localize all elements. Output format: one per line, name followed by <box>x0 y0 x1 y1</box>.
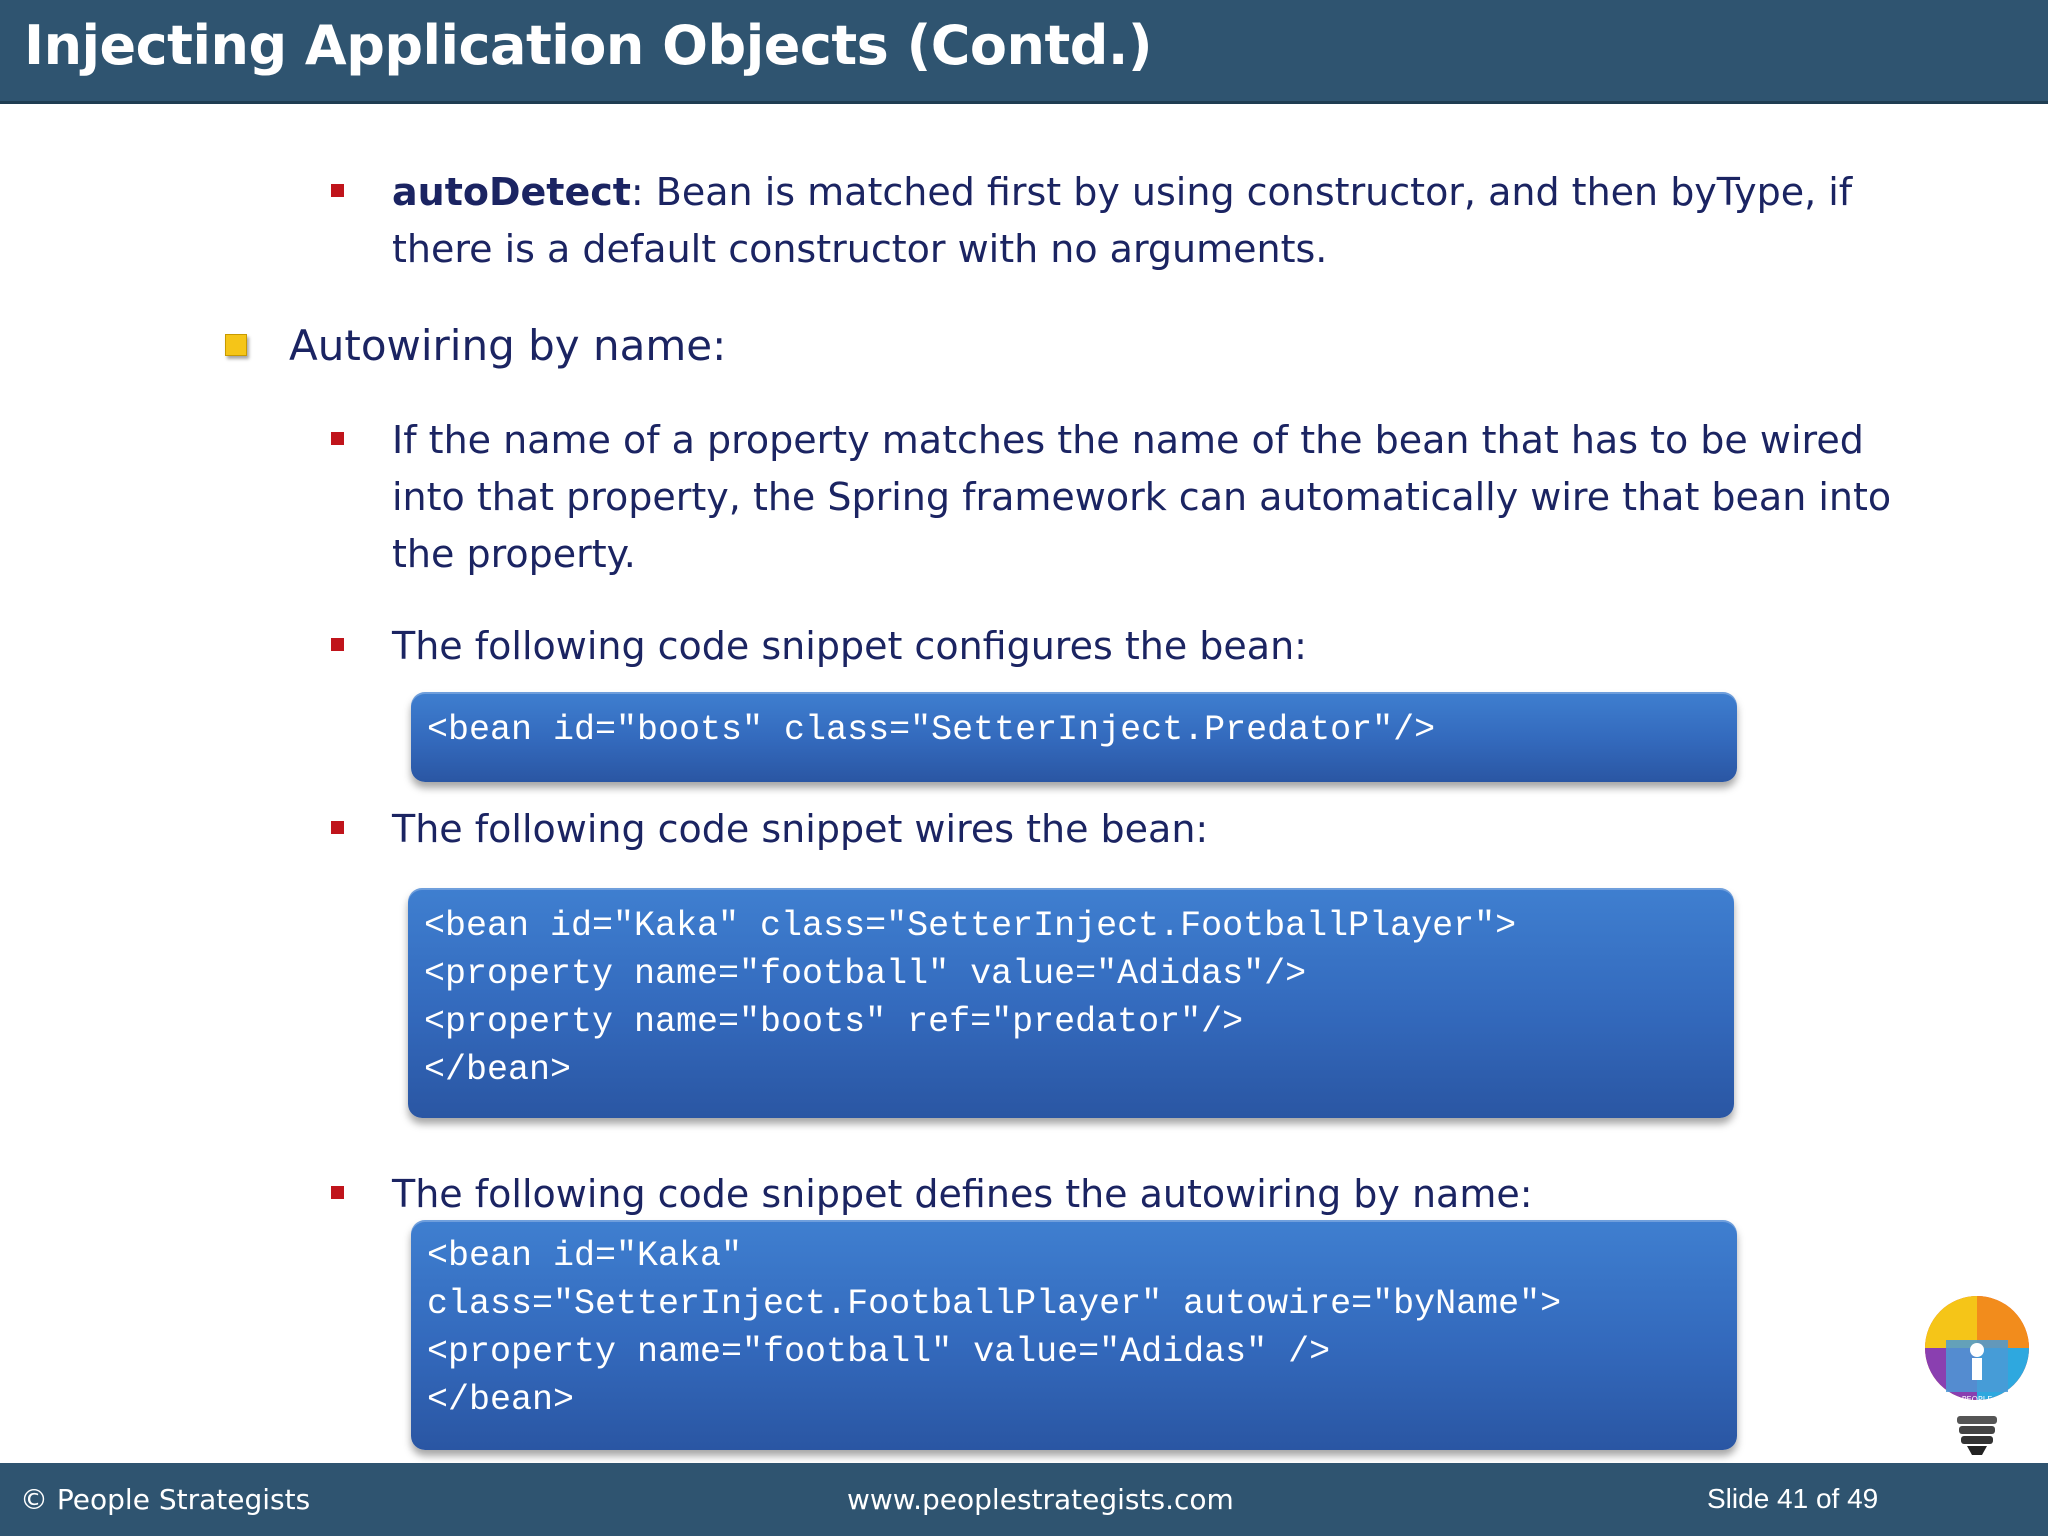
defines-label: The following code snippet defines the autowiring by name: <box>392 1172 1533 1216</box>
configures-label: The following code snippet configures the bean: <box>392 624 1307 668</box>
sub-bullet-marker <box>331 1186 344 1199</box>
code-line: </bean> <box>427 1380 575 1420</box>
code-block-wire <box>408 888 1734 1118</box>
sub-bullet-marker <box>331 184 344 197</box>
autodetect-text-line2: there is a default constructor with no arguments. <box>392 227 1328 271</box>
code-line: class="SetterInject.FootballPlayer" autowire="byName"> <box>427 1284 1562 1324</box>
byname-desc-line1: If the name of a property matches the name of the bean that has to be wired <box>392 418 1864 462</box>
footer-website: www.peoplestrategists.com <box>847 1483 1234 1516</box>
autodetect-description: : Bean is matched first by using constructor, and then byType, if <box>630 170 1853 214</box>
code-line: <property name="boots" ref="predator"/> <box>424 1002 1244 1042</box>
byname-desc-line2: into that property, the Spring framework can automatically wire that bean into <box>392 475 1892 519</box>
code-line: <bean id="Kaka" class="SetterInject.FootballPlayer"> <box>424 906 1517 946</box>
wires-label: The following code snippet wires the bean: <box>392 807 1209 851</box>
code-line: <property name="football" value="Adidas" /> <box>427 1332 1331 1372</box>
title-bar <box>0 0 2048 104</box>
byname-heading: Autowiring by name: <box>289 321 727 370</box>
main-bullet-marker <box>225 334 247 356</box>
footer-slide-number: Slide 41 of 49 <box>1707 1483 1879 1514</box>
slide-title: Injecting Application Objects (Contd.) <box>24 14 1153 77</box>
people-strategists-logo <box>1924 1292 2030 1458</box>
code-block-configure <box>411 692 1737 782</box>
svg-text:PEOPLE: PEOPLE <box>1961 1395 1993 1404</box>
autodetect-term: autoDetect <box>392 170 631 214</box>
sub-bullet-marker <box>331 638 344 651</box>
autodetect-text-line1 <box>392 164 1852 221</box>
code-line: <property name="football" value="Adidas"/> <box>424 954 1307 994</box>
code-line: </bean> <box>424 1050 572 1090</box>
footer-copyright: © People Strategists <box>20 1483 311 1516</box>
byname-desc-line3: the property. <box>392 532 636 576</box>
footer-bar <box>0 1463 2048 1536</box>
sub-bullet-marker <box>331 821 344 834</box>
sub-bullet-marker <box>331 432 344 445</box>
code-block-autowire <box>411 1220 1737 1450</box>
svg-text:STRATEGISTS: STRATEGISTS <box>1956 1407 1998 1414</box>
code-line: <bean id="boots" class="SetterInject.Predator"/> <box>427 710 1436 750</box>
code-line: <bean id="Kaka" <box>427 1236 743 1276</box>
